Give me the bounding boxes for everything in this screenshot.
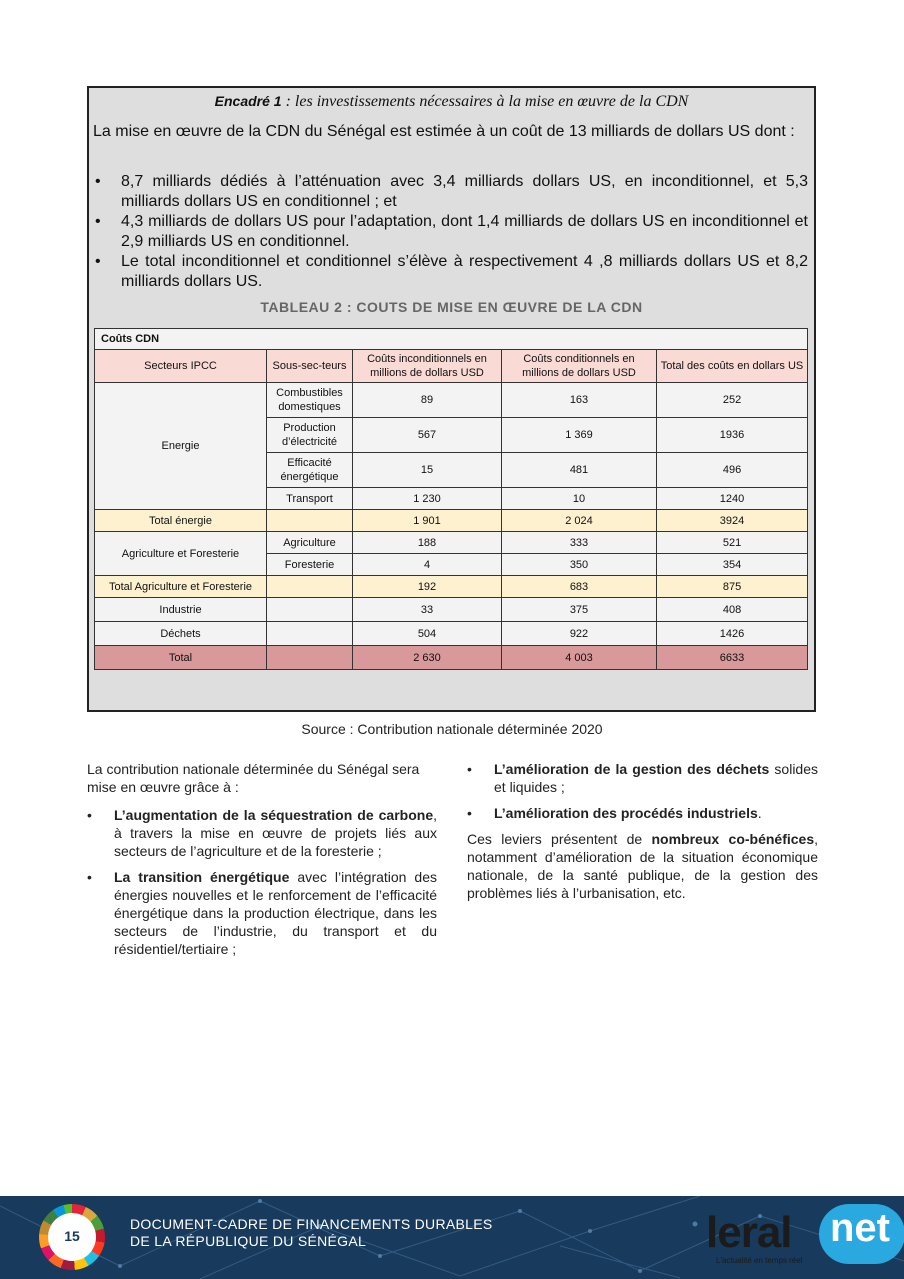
bullet-icon: •: [467, 761, 472, 777]
value-cell: 496: [657, 453, 808, 488]
table-row: [95, 598, 808, 622]
sector-cell: Agriculture et Foresterie: [95, 532, 267, 576]
value-cell: 1 901: [353, 510, 502, 532]
header-cell: Coûts conditionnels en millions de dollars USD: [502, 350, 657, 383]
value-cell: 2 630: [353, 646, 502, 670]
value-cell: 1 369: [502, 418, 657, 453]
bullet-icon: •: [467, 805, 472, 821]
value-cell: 1 230: [353, 488, 502, 510]
empty-cell: [267, 646, 353, 670]
value-cell: 3924: [657, 510, 808, 532]
list-item-bold: L’amélioration de la gestion des déchets: [494, 761, 770, 777]
header-cell: Total des coûts en dollars US: [657, 350, 808, 383]
value-cell: 333: [502, 532, 657, 554]
header-cell: Sous-sec-teurs: [267, 350, 353, 383]
value-cell: 6633: [657, 646, 808, 670]
value-cell: 922: [502, 622, 657, 646]
value-cell: 567: [353, 418, 502, 453]
table-title: Coûts CDN: [95, 329, 808, 350]
page-footer: [0, 1196, 904, 1279]
subtotal-row: [95, 510, 808, 532]
list-item-text: solides et liquides ;: [494, 761, 819, 795]
table-row: [95, 383, 808, 418]
cdn-cost-table: [94, 328, 808, 670]
left-column: [87, 760, 437, 966]
value-cell: 521: [657, 532, 808, 554]
subtotal-label: Total énergie: [95, 510, 267, 532]
bullet-icon: •: [95, 253, 101, 270]
left-intro: La contribution nationale déterminée du Sénégal sera mise en œuvre grâce à :: [87, 761, 420, 795]
grand-total-label: Total: [95, 646, 267, 670]
value-cell: 2 024: [502, 510, 657, 532]
list-item: [87, 868, 437, 958]
empty-cell: [267, 576, 353, 598]
list-item-text: , à travers la mise en œuvre de projets liés aux secteurs de l’agriculture et de la foresterie ;: [114, 807, 437, 859]
encadre-bullet-text: 4,3 milliards de dollars US pour l’adaptation, dont 1,4 milliards de dollars US en inconditionnel et 2,9 milliards US en conditionnel.: [121, 213, 808, 250]
encadre-bullet-text: Le total inconditionnel et conditionnel s’élève à respectivement 4 ,8 milliards dollars US et 8,2 milliards dollars US.: [121, 253, 808, 290]
value-cell: 89: [353, 383, 502, 418]
empty-cell: [267, 510, 353, 532]
list-item: [467, 804, 818, 822]
value-cell: 375: [502, 598, 657, 622]
bullet-icon: •: [87, 869, 92, 885]
value-cell: 875: [657, 576, 808, 598]
left-bullet-list: [87, 806, 437, 958]
value-cell: 15: [353, 453, 502, 488]
encadre-intro: La mise en œuvre de la CDN du Sénégal est estimée à un coût de 13 milliards de dollars US dont :: [93, 123, 795, 140]
value-cell: 33: [353, 598, 502, 622]
encadre-box: [87, 86, 816, 712]
footer-title-line: DOCUMENT-CADRE DE FINANCEMENTS DURABLES: [130, 1216, 493, 1232]
list-item-bold: L’amélioration des procédés industriels: [494, 805, 758, 821]
paragraph-bold: nombreux co-bénéfices: [651, 831, 815, 847]
list-item: [467, 760, 818, 796]
subsector-cell: Foresterie: [267, 554, 353, 576]
value-cell: 163: [502, 383, 657, 418]
encadre-bullet: [93, 252, 808, 292]
logo-text: leral: [706, 1208, 792, 1257]
sector-cell: Energie: [95, 383, 267, 510]
value-cell: 481: [502, 453, 657, 488]
sdg-wheel-icon: [39, 1204, 105, 1270]
footer-title-line: DE LA RÉPUBLIQUE DU SÉNÉGAL: [130, 1233, 367, 1249]
table-row: [95, 622, 808, 646]
value-cell: 1240: [657, 488, 808, 510]
encadre-bullet: [93, 172, 808, 212]
grand-total-row: [95, 646, 808, 670]
subsector-cell: Combustibles domestiques: [267, 383, 353, 418]
value-cell: 1426: [657, 622, 808, 646]
encadre-title: [89, 93, 814, 111]
value-cell: 350: [502, 554, 657, 576]
value-cell: 10: [502, 488, 657, 510]
paragraph-text: Ces leviers présentent de: [467, 831, 652, 847]
value-cell: 4: [353, 554, 502, 576]
header-cell: Coûts inconditionnels en millions de dollars USD: [353, 350, 502, 383]
subsector-cell: Agriculture: [267, 532, 353, 554]
value-cell: 504: [353, 622, 502, 646]
header-cell: Secteurs IPCC: [95, 350, 267, 383]
encadre-title-text: : les investissements nécessaires à la mise en œuvre de la CDN: [281, 93, 689, 110]
table-source: Source : Contribution nationale déterminée 2020: [301, 721, 603, 737]
logo-text: net: [830, 1206, 890, 1250]
value-cell: 4 003: [502, 646, 657, 670]
right-column: [467, 760, 818, 902]
list-item-text: avec l’intégration des énergies nouvelles et le renforcement de l’efficacité énergétique dans la production électrique, dans les secteurs de l’industrie, du transport et du résidentiel/tertiaire ;: [114, 869, 438, 957]
paragraph-text: , notamment d’amélioration de la situation économique nationale, de la santé publique, de la gestion des problèmes liés à l’urbanisation, etc.: [467, 831, 819, 901]
table-caption: TABLEAU 2 : COUTS DE MISE EN ŒUVRE DE LA CDN: [260, 299, 643, 315]
value-cell: 354: [657, 554, 808, 576]
list-item-bold: L’augmentation de la séquestration de carbone: [114, 807, 434, 823]
bullet-icon: •: [95, 213, 101, 230]
value-cell: 188: [353, 532, 502, 554]
empty-cell: [267, 622, 353, 646]
encadre-label: Encadré 1: [214, 93, 282, 109]
subsector-cell: Efficacité énergétique: [267, 453, 353, 488]
value-cell: 252: [657, 383, 808, 418]
sector-cell: Industrie: [95, 598, 267, 622]
list-item-bold: La transition énergétique: [114, 869, 290, 885]
leralnet-logo[interactable]: [706, 1202, 904, 1272]
list-item-text: .: [757, 805, 762, 821]
subtotal-label: Total Agriculture et Foresterie: [95, 576, 267, 598]
subsector-cell: Production d’électricité: [267, 418, 353, 453]
sector-cell: Déchets: [95, 622, 267, 646]
table-row: [95, 532, 808, 554]
encadre-bullet: [93, 212, 808, 252]
subsector-cell: Transport: [267, 488, 353, 510]
value-cell: 192: [353, 576, 502, 598]
value-cell: 683: [502, 576, 657, 598]
footer-title: [130, 1216, 493, 1250]
table-header-row: [95, 350, 808, 383]
value-cell: 1936: [657, 418, 808, 453]
encadre-bullet-text: 8,7 milliards dédiés à l’atténuation avec 3,4 milliards dollars US, en inconditionnel, et 5,3 milliards dollars US en conditionnel ; et: [121, 173, 808, 210]
bullet-icon: •: [95, 173, 101, 190]
subtotal-row: [95, 576, 808, 598]
right-bullet-list: [467, 760, 818, 822]
logo-tagline: L'actualité en temps réel: [716, 1256, 803, 1265]
right-paragraph: [467, 830, 818, 902]
empty-cell: [267, 598, 353, 622]
bullet-icon: •: [87, 807, 92, 823]
value-cell: 408: [657, 598, 808, 622]
encadre-bullet-list: [93, 172, 808, 292]
list-item: [87, 806, 437, 860]
page-number: 15: [64, 1228, 80, 1244]
